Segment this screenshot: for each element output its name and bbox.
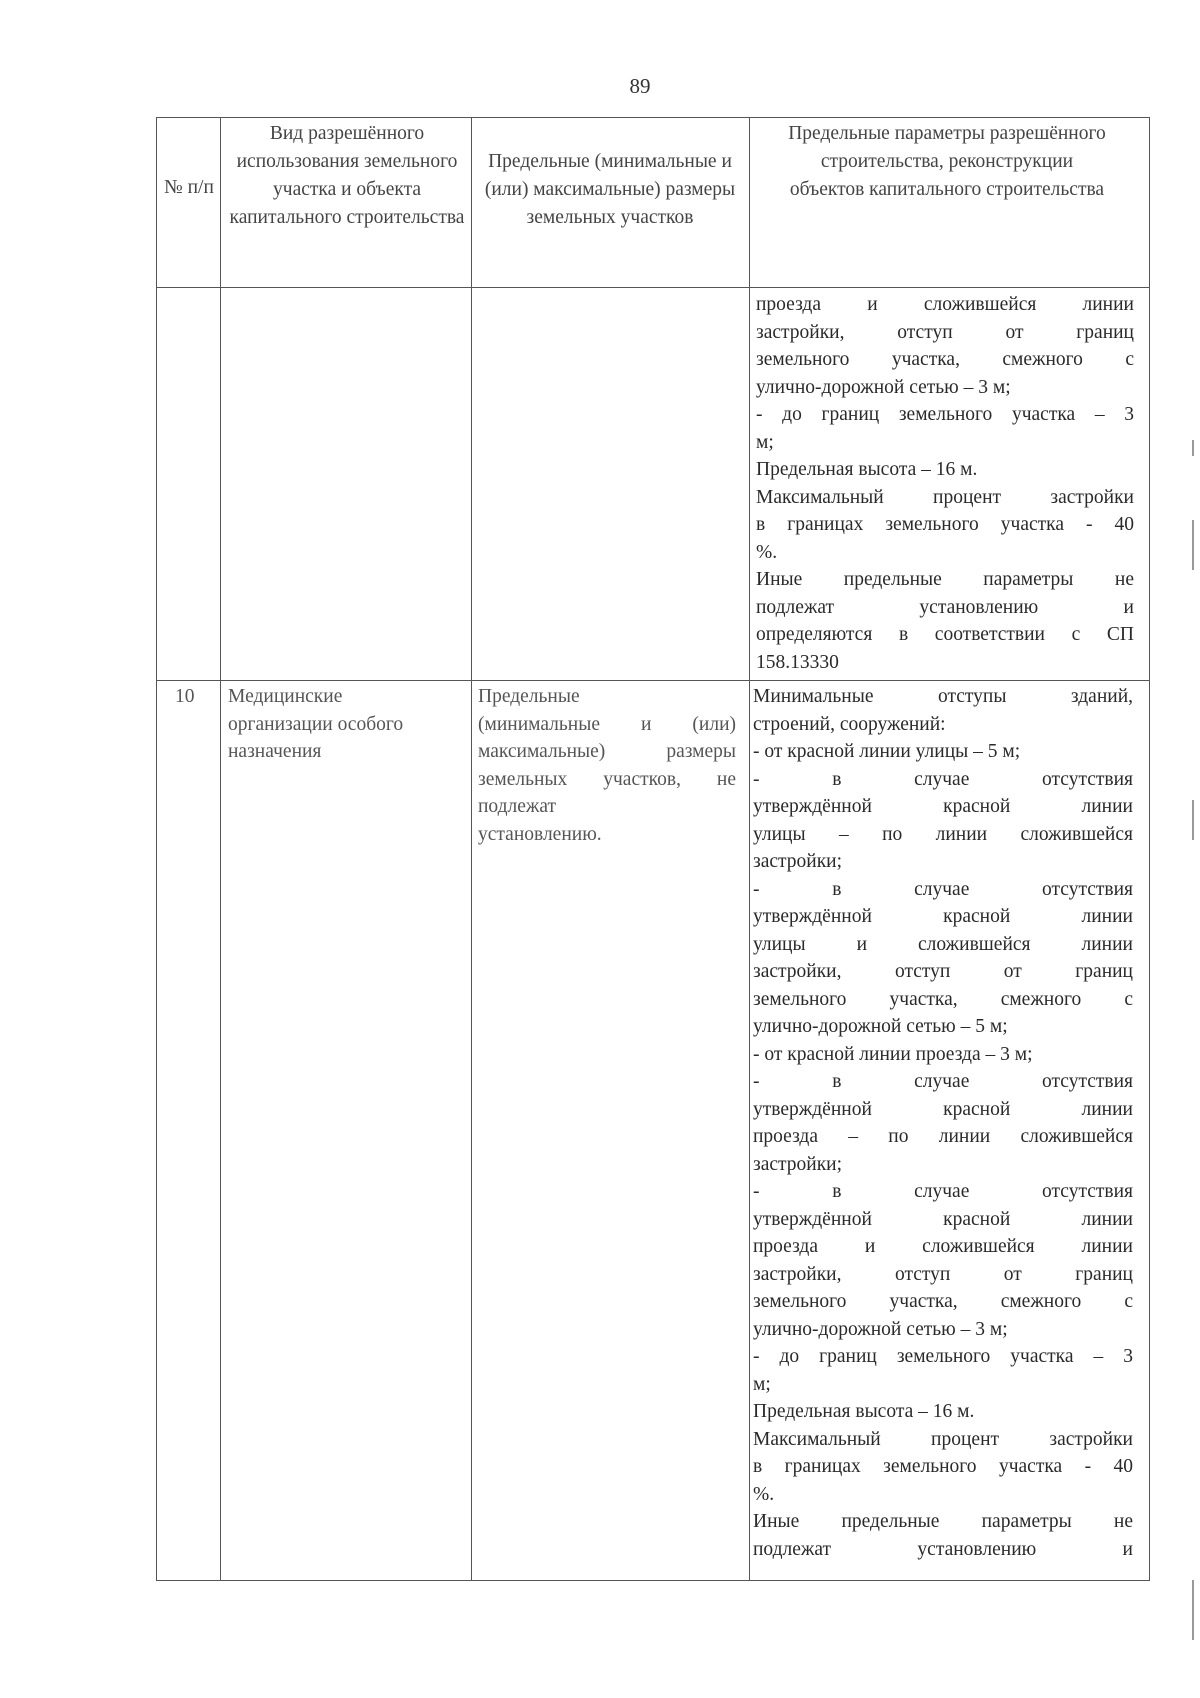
text-line: подлежат установлению и <box>753 1538 1133 1560</box>
column-divider-2 <box>471 117 472 1581</box>
header-num: № п/п <box>164 177 214 198</box>
text-line: - в случае отсутствия <box>753 878 1133 900</box>
text-line: Максимальный процент застройки <box>753 1428 1133 1450</box>
row-10-usage-type <box>228 683 464 766</box>
scan-artifact-mark <box>1192 440 1194 456</box>
text-line: - в случае отсутствия <box>753 1181 1133 1202</box>
text-line: - в случае отсутствия <box>753 1071 1133 1092</box>
text-line: Иные предельные параметры не <box>756 569 1134 590</box>
row-divider <box>156 680 1150 681</box>
text-line: Предельная высота – 16 м. <box>753 1401 975 1422</box>
text-line: застройки; <box>753 851 843 872</box>
text-line: м; <box>753 1373 771 1395</box>
text-line: Иные предельные параметры не <box>753 1511 1133 1532</box>
text-line: - до границ земельного участка – 3 <box>756 404 1134 425</box>
text-line: - от красной линии проезда – 3 м; <box>753 1043 1033 1065</box>
row-10-plot-size <box>478 683 736 848</box>
text-line: Максимальный процент застройки <box>756 486 1134 508</box>
text-line: - в случае отсутствия <box>753 768 1133 790</box>
text-line: застройки; <box>753 1153 843 1175</box>
text-line: застройки, отступ от границ <box>753 961 1133 982</box>
text-line: установлению. <box>478 823 602 845</box>
text-line: назначения <box>228 741 322 762</box>
header-usage-type: Вид разрешённого использования земельного участка и объекта капитального строительства <box>229 123 465 228</box>
row-10-params-cell <box>753 683 1133 1563</box>
text-line: в границах земельного участка - 40 <box>756 514 1134 535</box>
text-line: улицы и сложившейся линии <box>753 933 1133 955</box>
column-divider-1 <box>220 117 221 1581</box>
text-line: подлежат <box>478 796 557 817</box>
scan-artifact-mark <box>1192 800 1194 840</box>
text-line: земельного участка, смежного с <box>753 1291 1133 1312</box>
text-line: (минимальные и (или) <box>478 713 736 735</box>
text-line: улицы – по линии сложившейся <box>753 823 1133 845</box>
row-10-number: 10 <box>175 686 195 707</box>
text-line: максимальные) размеры <box>478 741 736 762</box>
header-plot-size: Предельные (минимальные и (или) максимальные) размеры земельных участков <box>484 151 736 228</box>
text-line: улично-дорожной сетью – 3 м; <box>753 1318 1008 1340</box>
text-line: проезда и сложившейся линии <box>756 294 1134 315</box>
text-line: проезда и сложившейся линии <box>753 1236 1133 1257</box>
text-line: организации особого <box>228 713 404 735</box>
text-line: - до границ земельного участка – 3 <box>753 1346 1133 1367</box>
text-line: улично-дорожной сетью – 5 м; <box>753 1016 1008 1037</box>
text-line: утверждённой красной линии <box>753 906 1133 927</box>
header-construction-params: Предельные параметры разрешённого строительства, реконструкции объектов капитального строительства <box>788 123 1106 200</box>
text-line: определяются в соответствии с СП <box>756 624 1134 645</box>
text-line: строений, сооружений: <box>753 713 946 735</box>
text-line: Предельная высота – 16 м. <box>756 459 978 480</box>
text-line: проезда – по линии сложившейся <box>753 1126 1133 1147</box>
column-divider-3 <box>749 117 750 1581</box>
text-line: утверждённой красной линии <box>753 1098 1133 1120</box>
text-line: утверждённой красной линии <box>753 796 1133 817</box>
text-line: застройки, отступ от границ <box>753 1263 1133 1285</box>
text-line: земельных участков, не <box>478 768 736 790</box>
text-line: - от красной линии улицы – 5 м; <box>753 741 1021 762</box>
text-line: в границах земельного участка - 40 <box>753 1456 1133 1477</box>
scan-artifact-mark <box>1192 1580 1194 1640</box>
continuation-params-cell <box>756 291 1134 676</box>
text-line: м; <box>756 431 774 453</box>
text-line: Предельные <box>478 686 580 707</box>
text-line: застройки, отступ от границ <box>756 321 1134 343</box>
text-line: утверждённой красной линии <box>753 1208 1133 1230</box>
text-line: Минимальные отступы зданий, <box>753 686 1133 707</box>
header-divider <box>156 287 1150 288</box>
text-line: подлежат установлению и <box>756 596 1134 618</box>
text-line: %. <box>753 1483 775 1505</box>
text-line: %. <box>756 541 778 563</box>
text-line: улично-дорожной сетью – 3 м; <box>756 376 1011 398</box>
text-line: земельного участка, смежного с <box>753 988 1133 1010</box>
page-number: 89 <box>629 74 651 98</box>
text-line: земельного участка, смежного с <box>756 349 1134 370</box>
scan-artifact-mark <box>1192 520 1194 570</box>
text-line: 158.13330 <box>756 651 839 673</box>
text-line: Медицинские <box>228 686 343 707</box>
